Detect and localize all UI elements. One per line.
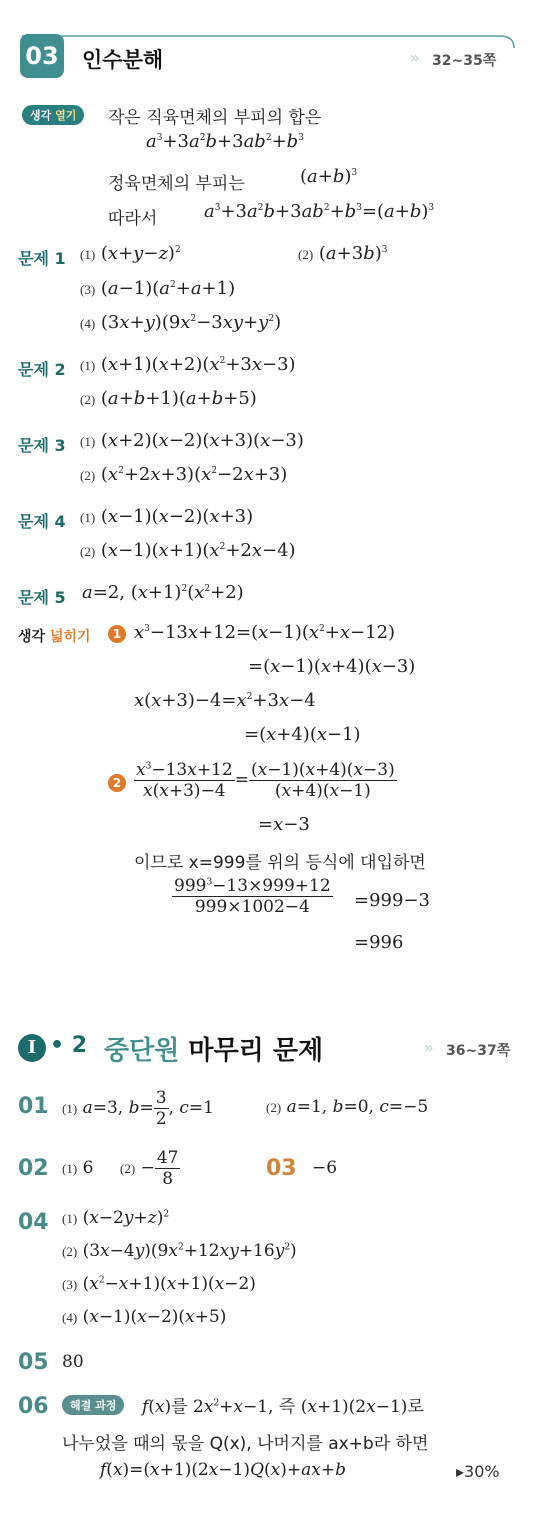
problem-2-label: 문제 2 xyxy=(18,360,66,379)
problem-3-ans-2: (2) $(x^2+2x+3)(x^2-2x+3)$ xyxy=(80,464,288,485)
problem-2-ans-1: (1) $(x+1)(x+2)(x^2+3x-3)$ xyxy=(80,354,296,375)
expand-sentence: 이므로 x=999를 위의 등식에 대입하면 xyxy=(134,853,426,873)
expand-eq-3: $x(x+3)-4=x^2+3x-4$ xyxy=(134,690,316,711)
q04-ans-1: (1) $(x-2y+z)^2$ xyxy=(62,1208,170,1228)
problem-4-ans-2: (2) $(x-1)(x+1)(x^2+2x-4)$ xyxy=(80,540,296,561)
q01-number: 01 xyxy=(18,1094,49,1119)
section2-number: • 2 xyxy=(50,1033,88,1058)
q02-ans-1: (1) 6 xyxy=(62,1158,94,1178)
q01-ans-1: (1) a=3, b= $\frac{3}{2}$ , c=1 xyxy=(62,1088,214,1129)
section-title: 인수분해 xyxy=(82,48,164,72)
think-open-expr-2: $(a+b)^3$ xyxy=(300,166,358,187)
q05-ans: 80 xyxy=(62,1352,84,1372)
q06-line-2: 나누었을 때의 몫을 Q(x), 나머지를 ax+b라 하면 xyxy=(62,1434,429,1454)
think-open-pill: 생각 열기 xyxy=(22,105,84,125)
expand-eq-2: =(x−1)(x+4)(x−3) xyxy=(248,656,416,677)
think-open-line-3: 따라서 xyxy=(108,209,158,229)
q06-line-1: f(x)를 $2x^2+x-1$, 즉 (x+1)(2x−1)로 xyxy=(142,1397,424,1417)
problem-1-ans-3: (3) $(a-1)(a^2+a+1)$ xyxy=(80,278,236,299)
problem-2-ans-2: (2) (a+b+1)(a+b+5) xyxy=(80,388,257,409)
expand-fraction-eq: $\frac{x^3-13x+12}{x(x+3)-4}$ = $\frac{(x-1)(x+4)(x-3)}{(x+4)(x-1)}$ xyxy=(136,760,395,801)
problem-4-label: 문제 4 xyxy=(18,512,66,531)
section-badge: 03 xyxy=(25,42,59,70)
section2-roman-icon: I xyxy=(18,1034,46,1062)
expand-numeric-frac: $\frac{999^3-13\times 999+12}{999\times 1002-4}$ xyxy=(174,876,331,917)
section2-title: 중단원 마무리 문제 xyxy=(104,1036,324,1066)
q04-ans-4: (4) (x−1)(x−2)(x+5) xyxy=(62,1307,227,1327)
problem-1-ans-1: (1) $(x+y-z)^2$ xyxy=(80,243,181,264)
think-open-line-1: 작은 직육면체의 부피의 합은 xyxy=(108,108,322,128)
step-1-icon: 1 xyxy=(108,625,126,643)
q04-ans-3: (3) $(x^2-x+1)(x+1)(x-2)$ xyxy=(62,1274,256,1294)
think-open-expr-1: $a^3+3a^2b+3ab^2+b^3$ xyxy=(146,131,304,152)
q01-ans-2: (2) a=1, b=0, c=−5 xyxy=(266,1097,429,1117)
q06-percent: ▸30% xyxy=(456,1462,500,1481)
chevron-icon-2: » xyxy=(424,1038,434,1057)
section2-pages: 36~37쪽 xyxy=(446,1043,511,1059)
q04-ans-2: (2) $(3x-4y)(9x^2+12xy+16y^2)$ xyxy=(62,1241,297,1261)
q02-number: 02 xyxy=(18,1156,49,1181)
expand-eq-1: $x^3-13x+12=(x-1)(x^2+x-12)$ xyxy=(134,622,396,643)
q04-number: 04 xyxy=(18,1210,49,1235)
q03-ans: −6 xyxy=(312,1158,338,1178)
problem-5-ans: a=2, $(x+1)^2(x^2+2)$ xyxy=(82,582,244,603)
q03-number: 03 xyxy=(266,1156,297,1181)
section-header xyxy=(0,28,544,88)
q06-line-3: f(x)=(x+1)(2x−1)Q(x)+ax+b xyxy=(100,1460,347,1480)
step-2-icon: 2 xyxy=(108,774,126,792)
q06-tag xyxy=(62,1394,124,1415)
page-range: 32~35쪽 xyxy=(432,53,497,69)
problem-3-label: 문제 3 xyxy=(18,436,66,455)
expand-eq-4: =(x+4)(x−1) xyxy=(244,724,361,745)
problem-1-ans-2: (2) $(a+3b)^3$ xyxy=(298,243,388,264)
think-expand-label: 생각 넓히기 xyxy=(18,629,91,645)
expand-result-2: =996 xyxy=(354,932,404,953)
problem-5-label: 문제 5 xyxy=(18,588,66,607)
expand-eq-5: =x−3 xyxy=(258,814,310,835)
think-open-tag xyxy=(22,104,84,125)
problem-3-ans-1: (1) (x+2)(x−2)(x+3)(x−3) xyxy=(80,430,304,451)
q02-ans-2: (2) − $\frac{47}{8}$ xyxy=(120,1148,179,1189)
q05-number: 05 xyxy=(18,1350,49,1375)
problem-1-ans-4: (4) $(3x+y)(9x^2-3xy+y^2)$ xyxy=(80,312,282,333)
expand-result-1: =999−3 xyxy=(354,890,430,911)
problem-4-ans-1: (1) (x−1)(x−2)(x+3) xyxy=(80,506,254,527)
think-open-expr-3: $a^3+3a^2b+3ab^2+b^3=(a+b)^3$ xyxy=(204,201,435,222)
chevron-icon: » xyxy=(410,48,420,67)
think-open-line-2: 정육면체의 부피는 xyxy=(108,174,245,194)
q06-number: 06 xyxy=(18,1394,49,1419)
solution-process-pill: 해결 과정 xyxy=(62,1395,124,1415)
problem-1-label: 문제 1 xyxy=(18,249,66,268)
